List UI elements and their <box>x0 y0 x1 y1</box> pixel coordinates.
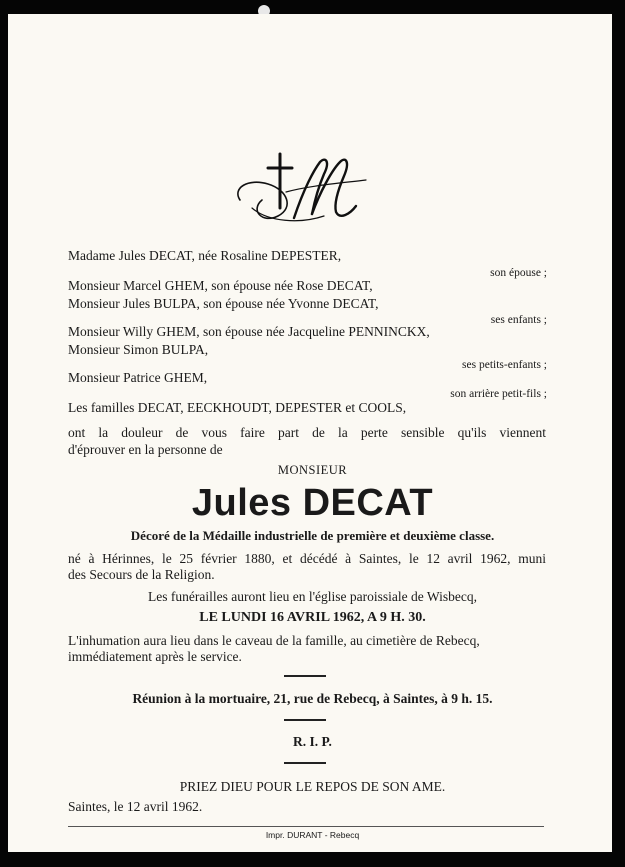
burial-line: L'inhumation aura lieu dans le caveau de la famille, au cimetière de Rebecq, <box>68 633 480 648</box>
family-member-line: Monsieur Simon BULPA, <box>68 342 209 357</box>
family-relation: ses enfants ; <box>490 314 547 326</box>
family-relation: son épouse ; <box>490 267 547 279</box>
family-member-line: Madame Jules DECAT, née Rosaline DEPESTER, <box>68 248 342 263</box>
prayer-line: PRIEZ DIEU POUR LE REPOS DE SON AME. <box>179 779 446 794</box>
footer-rule <box>68 826 544 827</box>
family-member-line: Monsieur Willy GHEM, son épouse née Jacqueline PENNINCKX, <box>68 324 430 339</box>
deceased-bio-line: né à Hérinnes, le 25 février 1880, et décédé à Saintes, le 12 avril 1962, muni <box>68 551 546 566</box>
place-date: Saintes, le 12 avril 1962. <box>68 799 203 814</box>
deceased-title: MONSIEUR <box>277 463 348 477</box>
family-member-line: Monsieur Marcel GHEM, son épouse née Rose DECAT, <box>68 278 373 293</box>
cross-monogram-emblem <box>228 148 378 230</box>
burial-line: immédiatement après le service. <box>68 649 242 664</box>
divider <box>284 675 326 677</box>
meeting-info: Réunion à la mortuaire, 21, rue de Rebecq, à Saintes, à 9 h. 15. <box>132 691 493 706</box>
printer-credit: Impr. DURANT - Rebecq <box>265 830 360 840</box>
funeral-line: Les funérailles auront lieu en l'église paroissiale de Wisbecq, <box>148 589 477 604</box>
family-member-line: Monsieur Jules BULPA, son épouse née Yvonne DECAT, <box>68 296 379 311</box>
deceased-bio-line: des Secours de la Religion. <box>68 567 215 582</box>
divider <box>284 762 326 764</box>
announcement-line: ont la douleur de vous faire part de la perte sensible qu'ils viennent <box>68 425 546 440</box>
family-relation: ses petits-enfants ; <box>462 359 547 371</box>
family-relation: son arrière petit-fils ; <box>450 388 547 400</box>
funeral-date: LE LUNDI 16 AVRIL 1962, A 9 H. 30. <box>199 610 426 625</box>
family-member-line: Monsieur Patrice GHEM, <box>68 370 208 385</box>
family-member-line: Les familles DECAT, EECKHOUDT, DEPESTER et COOLS, <box>68 400 407 415</box>
deceased-honor: Décoré de la Médaille industrielle de première et deuxième classe. <box>130 528 495 543</box>
rip-text: R. I. P. <box>293 734 332 749</box>
deceased-name: Jules DECAT <box>191 482 434 524</box>
divider <box>284 719 326 721</box>
announcement-line: d'éprouver en la personne de <box>68 442 223 457</box>
